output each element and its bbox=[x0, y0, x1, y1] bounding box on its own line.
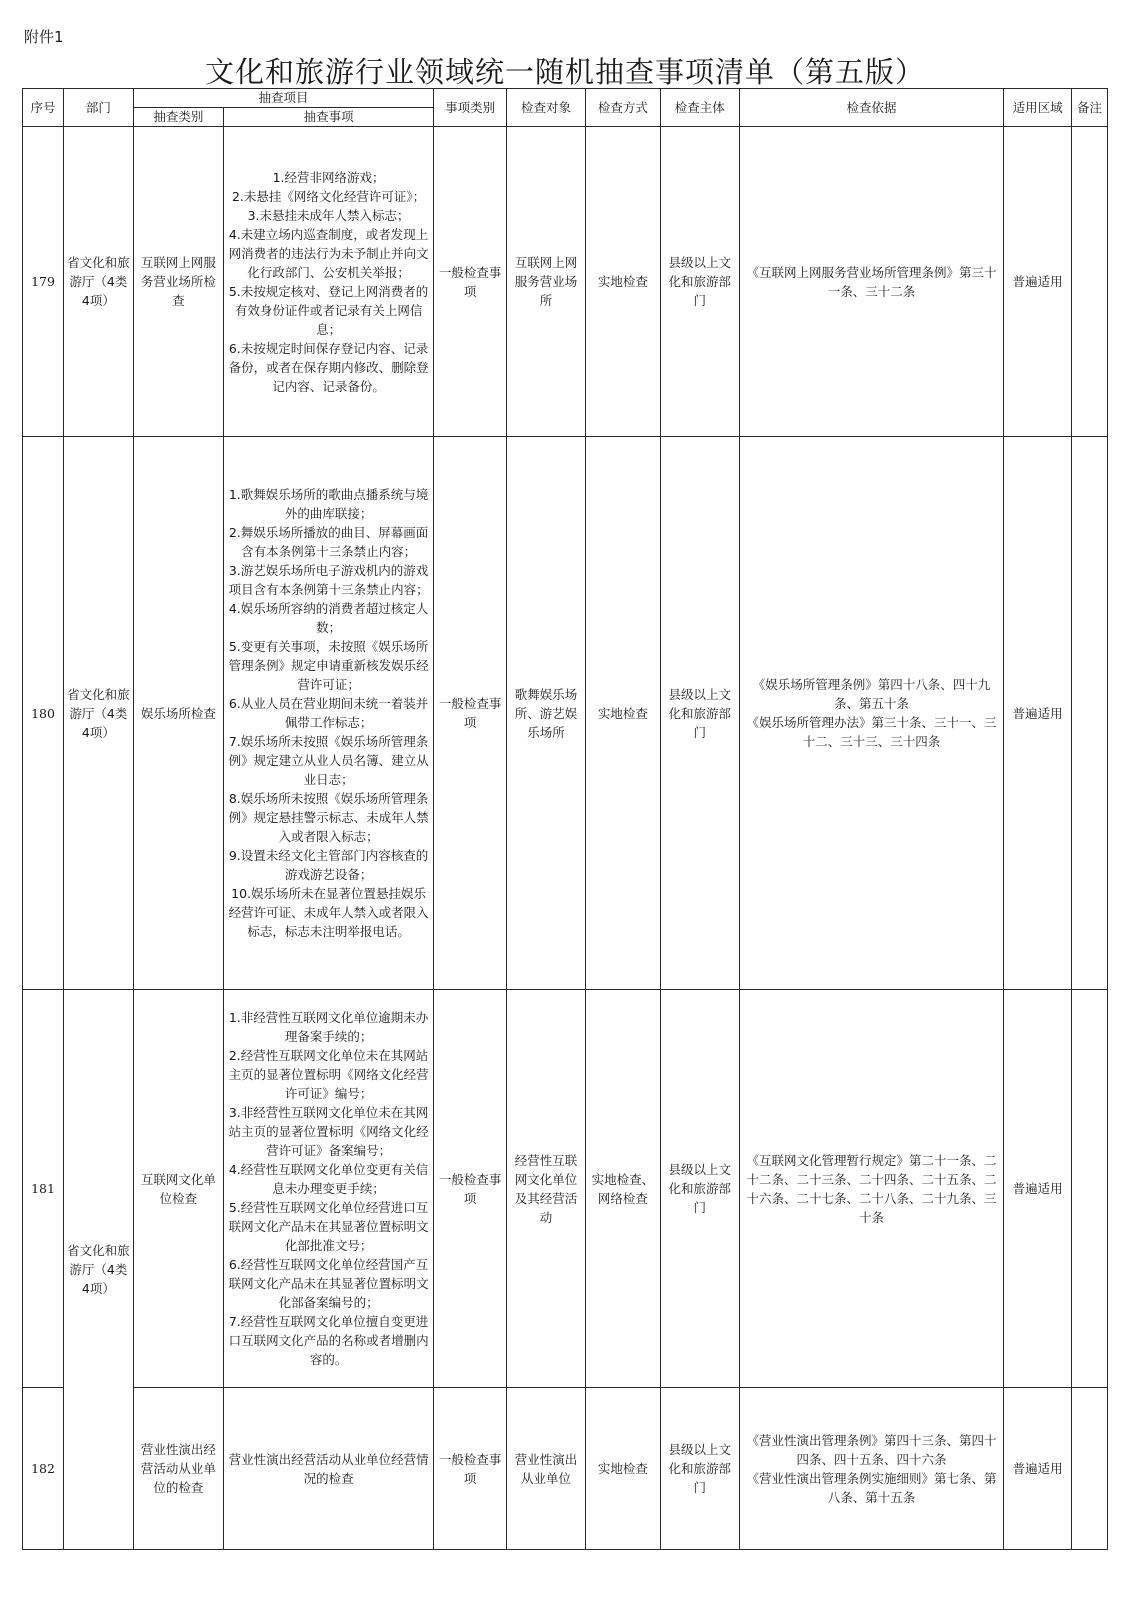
row-remark bbox=[1072, 127, 1108, 437]
row-target: 互联网上网服务营业场所 bbox=[507, 127, 586, 437]
check-item: 2.未悬挂《网络文化经营许可证》； bbox=[231, 188, 426, 204]
basis-line: 《互联网文化管理暂行规定》第二十一条、二十二条、二十三条、二十四条、二十五条、二十六条、二十七条、二十八条、二十九条、三十条 bbox=[746, 1152, 997, 1225]
check-item: 3.游艺娱乐场所电子游戏机内的游戏项目含有本条例第十三条禁止内容； bbox=[228, 563, 429, 597]
row-seq: 180 bbox=[23, 437, 64, 990]
header-check-items: 抽查事项 bbox=[223, 108, 433, 127]
page-title: 文化和旅游行业领域统一随机抽查事项清单（第五版） bbox=[204, 55, 925, 89]
basis-line: 《互联网上网服务营业场所管理条例》第三十一条、三十二条 bbox=[746, 264, 997, 299]
header-check-category: 抽查类别 bbox=[133, 108, 223, 127]
check-item: 5.变更有关事项，未按照《娱乐场所管理条例》规定申请重新核发娱乐经营许可证； bbox=[228, 639, 429, 692]
check-item: 营业性演出经营活动从业单位经营情况的检查 bbox=[228, 1451, 429, 1486]
check-item: 2.经营性互联网文化单位未在其网站主页的显著位置标明《网络文化经营许可证》编号； bbox=[228, 1048, 429, 1101]
table-row bbox=[23, 127, 1108, 437]
header-target: 检查对象 bbox=[507, 89, 586, 127]
row-category: 互联网文化单位检查 bbox=[133, 990, 223, 1388]
row-subject: 县级以上文化和旅游部门 bbox=[660, 437, 739, 990]
check-item: 6.经营性互联网文化单位经营国产互联网文化产品未在其显著位置标明文化部备案编号的； bbox=[228, 1257, 429, 1310]
check-item: 1.歌舞娱乐场所的歌曲点播系统与境外的曲库联接； bbox=[228, 487, 429, 521]
check-item: 3.未悬挂未成年人禁入标志； bbox=[247, 207, 410, 223]
row-subject: 县级以上文化和旅游部门 bbox=[660, 127, 739, 437]
row-dept: 省文化和旅游厅（4类4项） bbox=[64, 990, 134, 1550]
check-item: 5.未按规定核对、登记上网消费者的有效身份证件或者记录有关上网信息； bbox=[228, 283, 429, 337]
check-item: 8.娱乐场所未按照《娱乐场所管理条例》规定悬挂警示标志、未成年人禁入或者限入标志； bbox=[228, 791, 429, 844]
row-items bbox=[223, 1388, 433, 1550]
row-subject: 县级以上文化和旅游部门 bbox=[660, 990, 739, 1388]
attachment-label: 附件1 bbox=[24, 28, 64, 46]
row-items bbox=[223, 990, 433, 1388]
row-target: 经营性互联网文化单位及其经营活动 bbox=[507, 990, 586, 1388]
row-item-type: 一般检查事项 bbox=[434, 990, 507, 1388]
row-items bbox=[223, 127, 433, 437]
row-dept: 省文化和旅游厅（4类4项） bbox=[64, 437, 134, 990]
row-method: 实地检查 bbox=[585, 1388, 660, 1550]
row-target: 歌舞娱乐场所、游艺娱乐场所 bbox=[507, 437, 586, 990]
row-basis bbox=[739, 990, 1004, 1388]
row-scope: 普遍适用 bbox=[1004, 1388, 1072, 1550]
row-remark bbox=[1072, 437, 1108, 990]
row-remark bbox=[1072, 1388, 1108, 1550]
table-row bbox=[23, 437, 1108, 990]
header-scope: 适用区域 bbox=[1004, 89, 1072, 127]
row-scope: 普遍适用 bbox=[1004, 127, 1072, 437]
check-item: 7.经营性互联网文化单位擅自变更进口互联网文化产品的名称或者增删内容的。 bbox=[228, 1314, 429, 1367]
header-dept: 部门 bbox=[64, 89, 134, 127]
row-target: 营业性演出从业单位 bbox=[507, 1388, 586, 1550]
check-item: 1.经营非网络游戏； bbox=[272, 169, 385, 185]
check-item: 10.娱乐场所未在显著位置悬挂娱乐经营许可证、未成年人禁入或者限入标志，标志未注明举报电话。 bbox=[228, 886, 429, 939]
row-seq: 179 bbox=[23, 127, 64, 437]
row-basis bbox=[739, 1388, 1004, 1550]
basis-line: 《营业性演出管理条例》第四十三条、第四十四条、四十五条、四十六条 bbox=[746, 1432, 997, 1467]
table-row bbox=[23, 1388, 1108, 1550]
row-item-type: 一般检查事项 bbox=[434, 437, 507, 990]
basis-line: 《娱乐场所管理办法》第三十条、三十一、三十二、三十三、三十四条 bbox=[746, 715, 997, 749]
check-item: 5.经营性互联网文化单位经营进口互联网文化产品未在其显著位置标明文化部批准文号； bbox=[228, 1200, 429, 1253]
header-item-type: 事项类别 bbox=[434, 89, 507, 127]
row-basis bbox=[739, 437, 1004, 990]
check-item: 4.娱乐场所容纳的消费者超过核定人数； bbox=[228, 601, 429, 635]
row-category: 互联网上网服务营业场所检查 bbox=[133, 127, 223, 437]
row-seq: 181 bbox=[23, 990, 64, 1388]
row-seq: 182 bbox=[23, 1388, 64, 1550]
row-method: 实地检查 bbox=[585, 437, 660, 990]
check-item: 9.设置未经文化主管部门内容核查的游戏游艺设备； bbox=[228, 848, 429, 882]
row-basis bbox=[739, 127, 1004, 437]
row-method: 实地检查 bbox=[585, 127, 660, 437]
check-item: 4.经营性互联网文化单位变更有关信息未办理变更手续； bbox=[228, 1162, 429, 1196]
header-method: 检查方式 bbox=[585, 89, 660, 127]
check-item: 4.未建立场内巡查制度，或者发现上网消费者的违法行为未予制止并向文化行政部门、公安机关举报； bbox=[228, 226, 429, 280]
check-item: 6.从业人员在营业期间未统一着装并佩带工作标志； bbox=[228, 696, 429, 730]
row-scope: 普遍适用 bbox=[1004, 437, 1072, 990]
header-seq: 序号 bbox=[23, 89, 64, 127]
check-item: 3.非经营性互联网文化单位未在其网站主页的显著位置标明《网络文化经营许可证》备案编号； bbox=[228, 1105, 429, 1158]
check-item: 6.未按规定时间保存登记内容、记录备份，或者在保存期内修改、删除登记内容、记录备份。 bbox=[228, 340, 429, 394]
table-row bbox=[23, 990, 1108, 1388]
header-remark: 备注 bbox=[1072, 89, 1108, 127]
row-method: 实地检查、网络检查 bbox=[585, 990, 660, 1388]
row-category: 娱乐场所检查 bbox=[133, 437, 223, 990]
row-remark bbox=[1072, 990, 1108, 1388]
row-items bbox=[223, 437, 433, 990]
row-scope: 普遍适用 bbox=[1004, 990, 1072, 1388]
row-subject: 县级以上文化和旅游部门 bbox=[660, 1388, 739, 1550]
header-check-project: 抽查项目 bbox=[133, 89, 433, 108]
row-category: 营业性演出经营活动从业单位的检查 bbox=[133, 1388, 223, 1550]
inspection-table bbox=[22, 88, 1108, 1550]
header-subject: 检查主体 bbox=[660, 89, 739, 127]
basis-line: 《娱乐场所管理条例》第四十八条、四十九条、第五十条 bbox=[752, 677, 991, 711]
check-item: 2.舞娱乐场所播放的曲目、屏幕画面含有本条例第十三条禁止内容； bbox=[228, 525, 429, 559]
basis-line: 《营业性演出管理条例实施细则》第七条、第八条、第十五条 bbox=[746, 1470, 997, 1505]
header-basis: 检查依据 bbox=[739, 89, 1004, 127]
check-item: 7.娱乐场所未按照《娱乐场所管理条例》规定建立从业人员名簿、建立从业日志； bbox=[228, 734, 429, 787]
row-item-type: 一般检查事项 bbox=[434, 127, 507, 437]
row-item-type: 一般检查事项 bbox=[434, 1388, 507, 1550]
check-item: 1.非经营性互联网文化单位逾期未办理备案手续的； bbox=[228, 1010, 429, 1044]
row-dept: 省文化和旅游厅（4类4项） bbox=[64, 127, 134, 437]
